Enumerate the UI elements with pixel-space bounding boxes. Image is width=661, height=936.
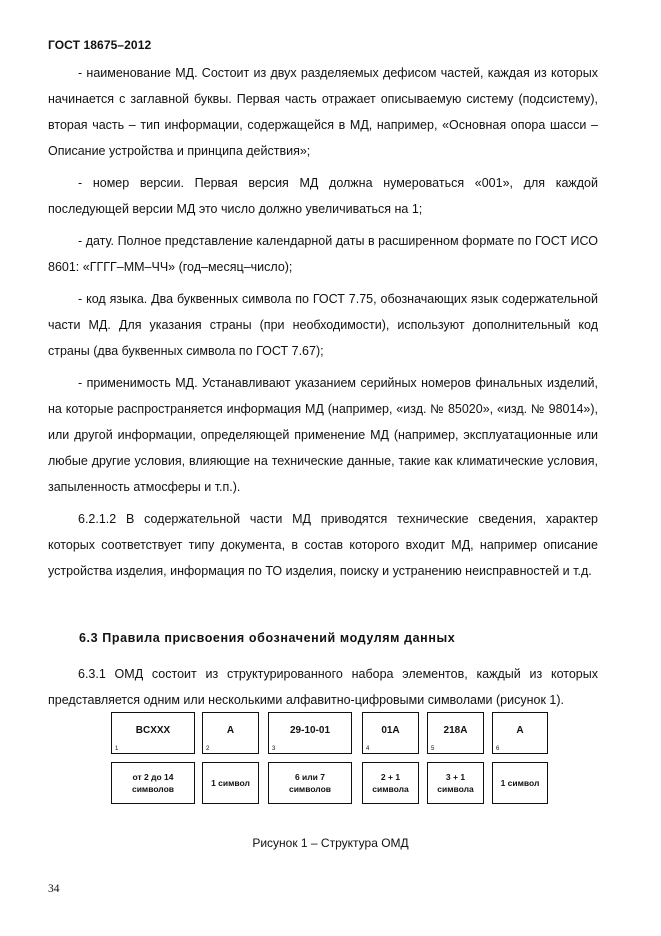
length-desc-line1: 1 символ: [500, 778, 540, 788]
length-box-3: [268, 762, 352, 804]
paragraph-name: - наименование МД. Состоит из двух разделяемых дефисом частей, каждая из которых начинается с заглавной буквы. Первая часть отражает описываемую систему (подсистему), вторая часть – тип информации, содержащейся в МД, например, «Основная опора шасси – Описание устройства и принципа действия»;: [48, 66, 598, 158]
paragraph-applicability: - применимость МД. Устанавливают указанием серийных номеров финальных изделий, на которые распространяется информация МД (например, «изд. № 85020», «изд. № 98014»), или другой информации, определяющей применение МД (например, эксплуатационные или любые другие условия, влияющие на технические данные, такие как климатические условия, запыленность атмосферы и т.п.).: [48, 376, 598, 494]
code-box-number: 4: [366, 746, 370, 752]
code-box-value: 29-10-01: [289, 725, 331, 736]
section-body: [48, 661, 598, 713]
paragraph-6-2-1-2: 6.2.1.2 В содержательной части МД приводятся технические сведения, характер которых соответствует типу документа, в состав которого входит МД, например описание устройства изделия, информация по ТО изделия, поиску и устранению неисправностей и т.д.: [48, 512, 598, 578]
code-box-number: 6: [496, 746, 500, 752]
length-box-6: [492, 762, 548, 804]
code-box-1: [111, 712, 195, 754]
length-desc-line2: символа: [437, 784, 474, 794]
paragraph-date: - дату. Полное представление календарной даты в расширенном формате по ГОСТ ИСО 8601: «ГГГГ–ММ–ЧЧ» (год–месяц–число);: [48, 234, 598, 274]
code-box-6: [492, 712, 548, 754]
length-desc-line1: 3 + 1: [445, 772, 466, 782]
code-box-value: BCXXX: [135, 725, 171, 736]
code-box-3: [268, 712, 352, 754]
code-box-number: 1: [115, 746, 119, 752]
document-header: ГОСТ 18675–2012: [48, 38, 152, 52]
code-box-number: 5: [431, 746, 435, 752]
code-box-number: 3: [272, 746, 276, 752]
length-box-4: [362, 762, 419, 804]
code-box-value: 01A: [381, 725, 400, 736]
length-box-2: [202, 762, 259, 804]
length-desc-line1: 1 символ: [211, 778, 250, 788]
code-box-value: A: [226, 725, 235, 736]
code-box-2: [202, 712, 259, 754]
code-box-5: [427, 712, 484, 754]
code-box-number: 2: [206, 746, 210, 752]
body-text: [48, 60, 598, 590]
length-desc-line1: от 2 до 14: [132, 772, 174, 782]
length-desc-line2: символа: [372, 784, 409, 794]
figure-caption: Рисунок 1 – Структура ОМД: [252, 836, 409, 850]
section-heading: 6.3 Правила присвоения обозначений модулям данных: [79, 631, 456, 645]
paragraph-6-3-1: 6.3.1 ОМД состоит из структурированного набора элементов, каждый из которых представляется одним или несколькими алфавитно-цифровыми символами (рисунок 1).: [48, 667, 598, 707]
length-desc-line1: 2 + 1: [380, 772, 401, 782]
code-box-4: [362, 712, 419, 754]
length-desc-line2: символов: [288, 784, 332, 794]
length-box-1: [111, 762, 195, 804]
length-desc-line1: 6 или 7: [294, 772, 325, 782]
paragraph-language: - код языка. Два буквенных символа по ГОСТ 7.75, обозначающих язык содержательной части МД. Для указания страны (при необходимости), используют дополнительный код страны (два буквенных символа по ГОСТ 7.67);: [48, 292, 598, 358]
length-box-5: [427, 762, 484, 804]
paragraph-version: - номер версии. Первая версия МД должна нумероваться «001», для каждой последующей версии МД это число должно увеличиваться на 1;: [48, 176, 598, 216]
code-box-value: 218A: [443, 725, 468, 736]
code-box-value: A: [516, 725, 524, 736]
page-number: 34: [48, 883, 60, 895]
length-desc-line2: символов: [131, 784, 175, 794]
